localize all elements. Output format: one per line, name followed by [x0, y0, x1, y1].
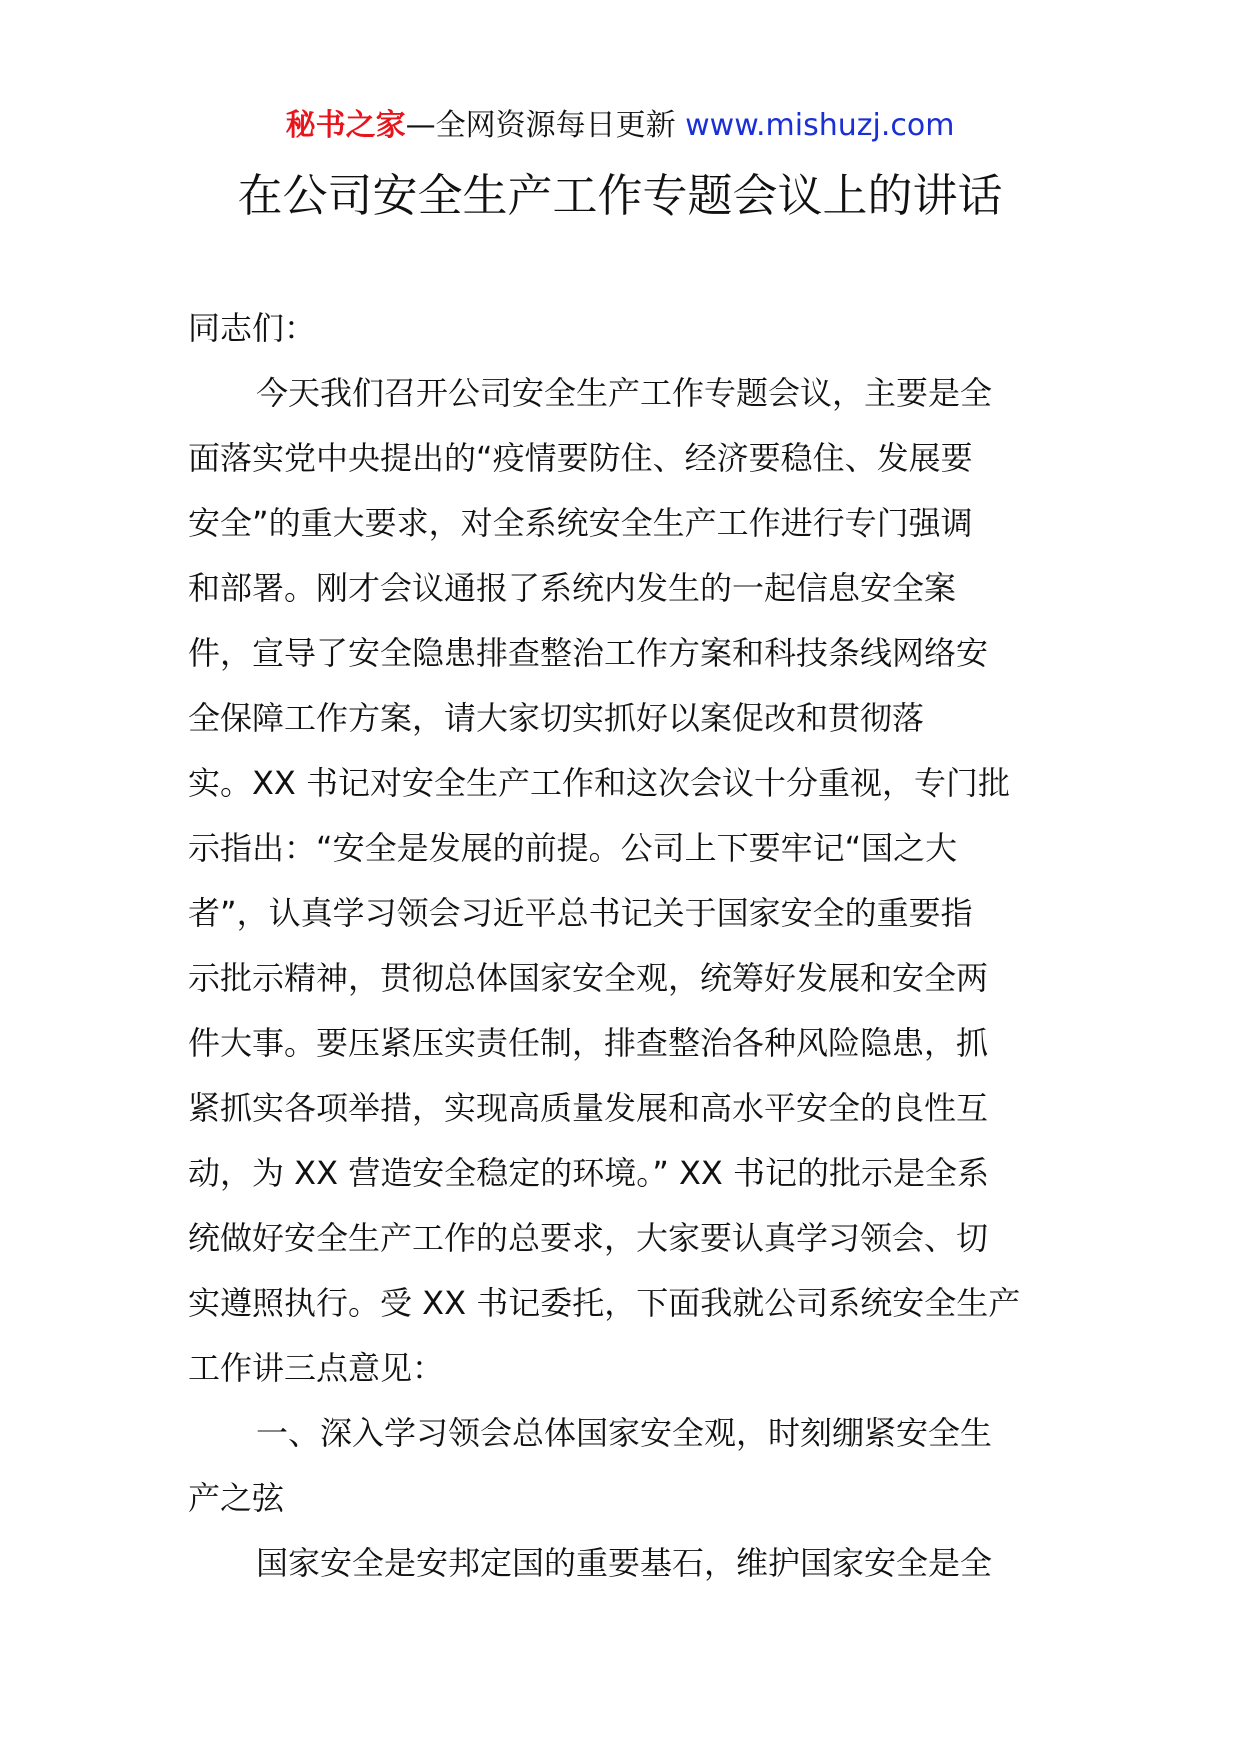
paragraph-line: 面落实党中央提出的“疫情要防住、经济要稳住、发展要 [188, 439, 973, 477]
site-tagline: —全网资源每日更新 [405, 108, 686, 143]
paragraph-line: 紧抓实各项举措，实现高质量发展和高水平安全的良性互 [188, 1089, 989, 1127]
section-heading-continued: 产之弦 [188, 1479, 285, 1517]
section-heading: 一、深入学习领会总体国家安全观，时刻绷紧安全生 [256, 1414, 993, 1452]
document-title: 在公司安全生产工作专题会议上的讲话 [237, 169, 1003, 222]
document-body [188, 296, 1058, 1596]
salutation: 同志们： [188, 309, 317, 347]
paragraph-line: 统做好安全生产工作的总要求，大家要认真学习领会、切 [188, 1219, 989, 1257]
paragraph-line: 者”，认真学习领会习近平总书记关于国家安全的重要指 [188, 894, 973, 932]
paragraph-line: 今天我们召开公司安全生产工作专题会议，主要是全 [256, 374, 993, 412]
paragraph-line: 和部署。刚才会议通报了系统内发生的一起信息安全案 [188, 569, 957, 607]
paragraph-line: 工作讲三点意见： [188, 1349, 445, 1387]
paragraph-line: 动，为 XX 营造安全稳定的环境。” XX 书记的批示是全系 [188, 1154, 989, 1192]
paragraph-line: 件，宣导了安全隐患排查整治工作方案和科技条线网络安 [188, 634, 989, 672]
paragraph-line: 全保障工作方案，请大家切实抓好以案促改和贯彻落 [188, 699, 925, 737]
paragraph-line: 示指出：“安全是发展的前提。公司上下要牢记“国之大 [188, 829, 958, 867]
site-url-link[interactable]: www.mishuzj.com [685, 108, 955, 143]
paragraph-line: 实遵照执行。受 XX 书记委托，下面我就公司系统安全生产 [188, 1284, 1021, 1322]
paragraph-line: 实。XX 书记对安全生产工作和这次会议十分重视，专门批 [188, 764, 1011, 802]
paragraph-line: 国家安全是安邦定国的重要基石，维护国家安全是全 [256, 1544, 993, 1582]
paragraph-line: 示批示精神，贯彻总体国家安全观，统筹好发展和安全两 [188, 959, 989, 997]
paragraph-line: 件大事。要压紧压实责任制，排查整治各种风险隐患，抓 [188, 1024, 989, 1062]
site-header [0, 104, 1240, 148]
paragraph-line: 安全”的重大要求，对全系统安全生产工作进行专门强调 [188, 504, 973, 542]
brand-name: 秘书之家 [285, 108, 406, 143]
